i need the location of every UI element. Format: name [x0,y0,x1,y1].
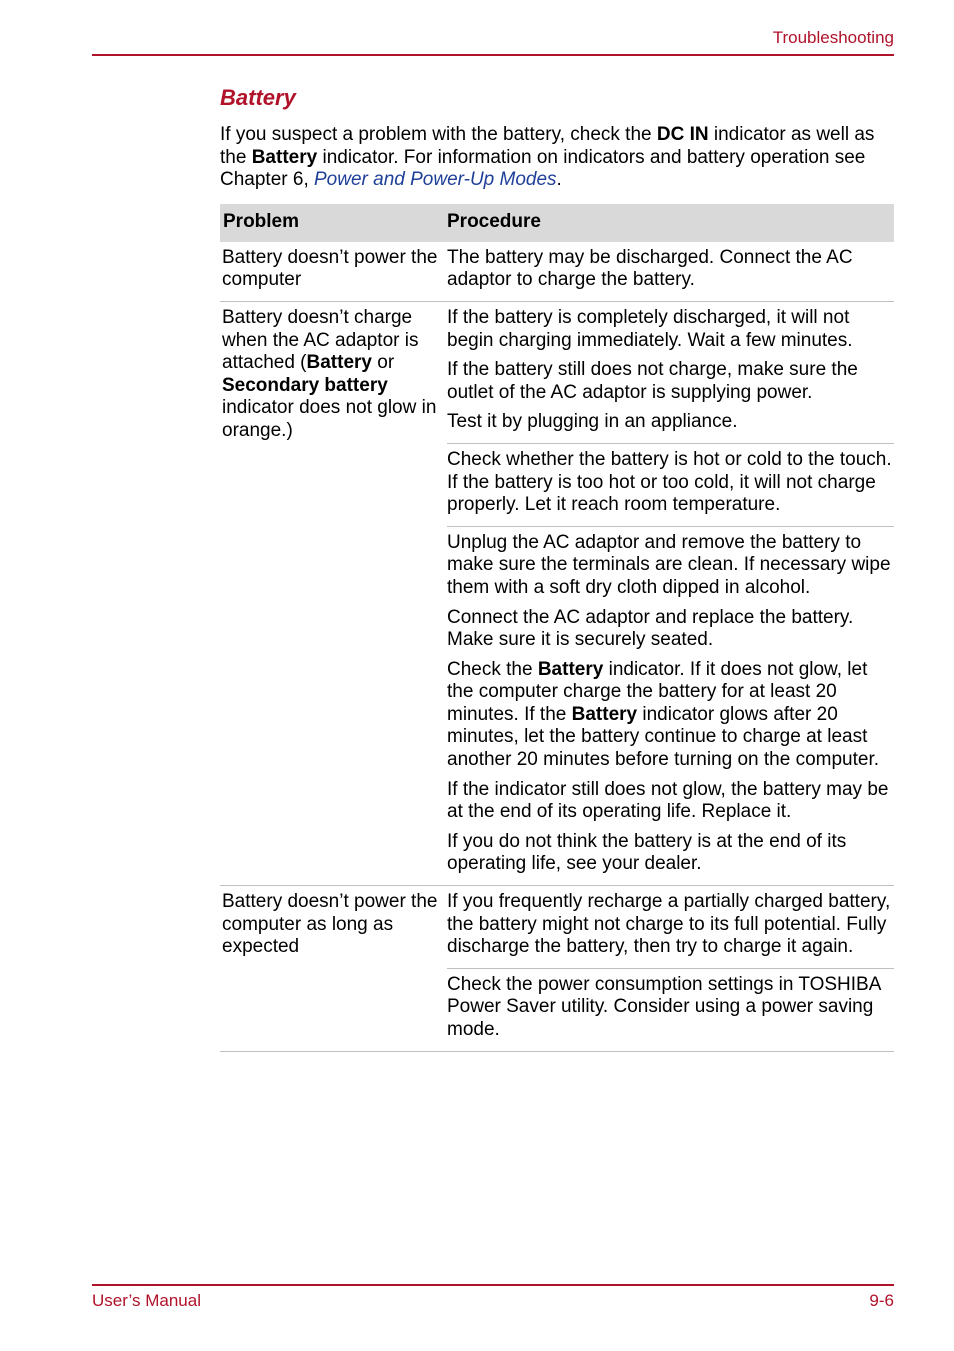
troubleshooting-table [220,204,894,1052]
footer-rule [92,1284,894,1286]
running-header-title: Troubleshooting [772,28,894,47]
procedure-paragraph: If the indicator still does not glow, the battery may be at the end of its operating life. Replace it. [447,778,889,823]
table-row [220,301,894,885]
problem-cell: Battery doesn’t power the computer [222,246,438,291]
intro-bold-dcin: DC IN [656,124,709,145]
problem-cell: Battery doesn’t power the computer as long as expected [220,886,444,1052]
procedure-paragraph: Test it by plugging in an appliance. [447,411,738,433]
problem-bold: Secondary battery [222,374,388,396]
procedure-block [447,526,894,885]
procedure-cell [444,301,894,885]
problem-text: indicator does not glow in orange.) [222,397,437,441]
procedure-paragraph [447,659,894,772]
problem-cell [220,301,444,885]
procedure-paragraph: Check whether the battery is hot or cold to the touch. If the battery is too hot or too cold, it will not charge properly. Let it reach room temperature. [447,448,892,516]
procedure-bold: Battery [537,658,604,680]
procedure-bold: Battery [571,703,638,725]
problem-text: or [371,352,395,374]
footer-manual-label: User’s Manual [92,1291,201,1310]
procedure-paragraph: If you do not think the battery is at the end of its operating life, see your dealer. [447,830,847,875]
procedure-block [447,302,894,443]
intro-text-4: . [556,169,562,191]
header-rule [92,54,894,56]
section-title: Battery [220,85,296,110]
intro-paragraph [220,124,894,192]
procedure-block [447,443,894,526]
procedure-cell [444,886,894,1052]
procedure-paragraph: If you frequently recharge a partially charged battery, the battery might not charge to its full potential. Fully discharge the battery, then try to charge it again. [447,891,891,958]
procedure-block [447,886,894,968]
page-number: 9-6 [869,1291,894,1310]
problem-bold: Battery [306,352,372,374]
procedure-paragraph: If the battery still does not charge, make sure the outlet of the AC adaptor is supplying power. [447,359,858,403]
procedure-text: indicator. If it does not glow, let the computer charge the battery for at least 20 minutes. If the [447,658,868,725]
header-problem: Problem [220,204,444,242]
procedure-paragraph: If the battery is completely discharged, it will not begin charging immediately. Wait a few minutes. [447,306,853,351]
chapter-link[interactable]: Power and Power-Up Modes [314,169,557,191]
table-header-row [220,204,894,242]
main-content [220,84,894,1052]
table-row [220,242,894,302]
procedure-text: indicator glows after 20 minutes, let the battery continue to charge at least another 20 minutes before turning on the computer. [447,703,879,771]
header-procedure: Procedure [444,204,894,242]
procedure-paragraph: Connect the AC adaptor and replace the battery. Make sure it is securely seated. [447,606,854,651]
procedure-block [447,968,894,1051]
procedure-cell: The battery may be discharged. Connect the AC adaptor to charge the battery. [447,246,853,291]
procedure-paragraph: Unplug the AC adaptor and remove the battery to make sure the terminals are clean. If necessary wipe them with a soft dry cloth dipped in alcohol. [447,531,891,598]
intro-text-1: If you suspect a problem with the battery, check the [220,124,657,145]
table-row [220,886,894,1052]
intro-bold-battery: Battery [251,146,318,168]
procedure-text: Check the [447,658,538,680]
problem-text: Battery doesn’t charge when the AC adaptor is attached ( [222,306,419,374]
intro-text-3: indicator. For information on indicators and battery operation see Chapter 6, [220,146,866,191]
procedure-paragraph: Check the power consumption settings in TOSHIBA Power Saver utility. Consider using a power saving mode. [447,973,881,1040]
intro-text-2: indicator as well as the [220,124,875,168]
